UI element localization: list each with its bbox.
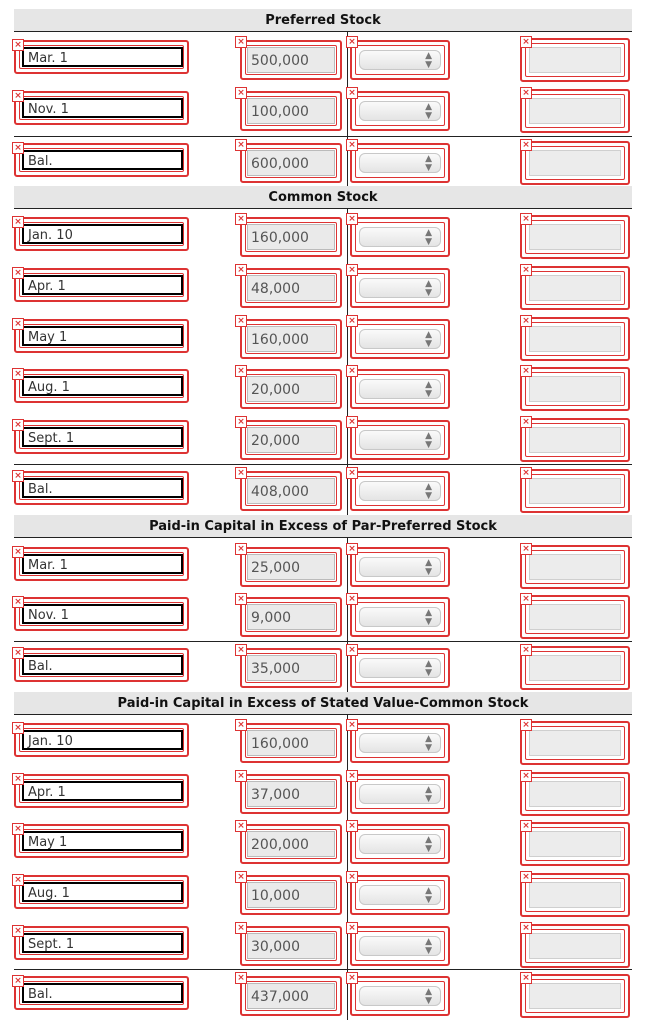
total-field[interactable] [520,469,630,513]
total-field[interactable] [520,215,630,259]
amount-field[interactable] [240,143,342,183]
date-label-text: Mar. 1 [22,47,183,67]
account-row [0,818,659,868]
date-label-text: Nov. 1 [22,604,183,624]
date-label-field[interactable] [14,268,189,302]
amount-field[interactable] [240,976,342,1016]
total-field[interactable] [520,266,630,310]
amount-field[interactable] [240,723,342,763]
x-error-icon: × [235,315,247,327]
amount-value: 200,000 [247,831,335,857]
account-row [0,211,659,261]
account-select[interactable] [350,40,450,80]
select-control[interactable] [359,784,441,804]
amount-value: 437,000 [247,983,335,1009]
total-field[interactable] [520,38,630,82]
section-header: Paid-in Capital in Excess of Par-Preferred Stock [14,515,632,538]
amount-value: 48,000 [247,275,335,301]
date-label-field[interactable] [14,40,189,74]
total-input[interactable] [529,376,621,402]
x-error-icon: × [12,823,24,835]
amount-field[interactable] [240,875,342,915]
amount-value: 600,000 [247,150,335,176]
account-select[interactable] [350,648,450,688]
date-label-text: Apr. 1 [22,781,183,801]
x-error-icon: × [346,770,358,782]
amount-value: 35,000 [247,655,335,681]
x-error-icon: × [346,543,358,555]
amount-value: 10,000 [247,882,335,908]
select-control[interactable] [359,986,441,1006]
x-error-icon: × [520,467,532,479]
amount-field[interactable] [240,774,342,814]
x-error-icon: × [235,264,247,276]
date-label-text: May 1 [22,326,183,346]
x-error-icon: × [346,467,358,479]
x-error-icon: × [520,972,532,984]
account-row [0,642,659,692]
account-row [0,414,659,464]
date-label-text: May 1 [22,831,183,851]
x-error-icon: × [520,719,532,731]
date-label-field[interactable] [14,217,189,251]
select-control[interactable] [359,481,441,501]
x-error-icon: × [12,39,24,51]
x-error-icon: × [235,972,247,984]
account-row [0,869,659,919]
account-row [0,363,659,413]
total-input[interactable] [529,604,621,630]
x-error-icon: × [12,419,24,431]
account-select[interactable] [350,471,450,511]
x-error-icon: × [12,596,24,608]
x-error-icon: × [520,922,532,934]
account-select[interactable] [350,926,450,966]
account-select[interactable] [350,268,450,308]
date-label-text: Apr. 1 [22,275,183,295]
updown-arrows-icon: ▲ ▼ [425,279,432,298]
total-input[interactable] [529,831,621,857]
date-label-field[interactable] [14,824,189,858]
account-row [0,465,659,515]
updown-arrows-icon: ▲ ▼ [425,734,432,753]
x-error-icon: × [346,644,358,656]
select-control[interactable] [359,329,441,349]
total-input[interactable] [529,150,621,176]
x-error-icon: × [520,36,532,48]
x-error-icon: × [520,213,532,225]
updown-arrows-icon: ▲ ▼ [425,987,432,1006]
x-error-icon: × [346,972,358,984]
x-error-icon: × [235,644,247,656]
x-error-icon: × [235,213,247,225]
x-error-icon: × [520,871,532,883]
total-field[interactable] [520,317,630,361]
amount-field[interactable] [240,824,342,864]
date-label-field[interactable] [14,976,189,1010]
x-error-icon: × [346,871,358,883]
updown-arrows-icon: ▲ ▼ [425,482,432,501]
select-control[interactable] [359,379,441,399]
total-input[interactable] [529,98,621,124]
amount-field[interactable] [240,648,342,688]
x-error-icon: × [520,644,532,656]
date-label-field[interactable] [14,369,189,403]
date-label-field[interactable] [14,91,189,125]
updown-arrows-icon: ▲ ▼ [425,380,432,399]
updown-arrows-icon: ▲ ▼ [425,835,432,854]
x-error-icon: × [235,593,247,605]
x-error-icon: × [12,267,24,279]
x-error-icon: × [346,719,358,731]
x-error-icon: × [235,543,247,555]
amount-value: 160,000 [247,224,335,250]
updown-arrows-icon: ▲ ▼ [425,228,432,247]
x-error-icon: × [235,365,247,377]
select-control[interactable] [359,50,441,70]
amount-value: 37,000 [247,781,335,807]
x-error-icon: × [520,543,532,555]
amount-value: 30,000 [247,933,335,959]
x-error-icon: × [235,922,247,934]
total-input[interactable] [529,47,621,73]
x-error-icon: × [346,365,358,377]
account-row [0,85,659,135]
total-input[interactable] [529,478,621,504]
amount-value: 408,000 [247,478,335,504]
total-field[interactable] [520,89,630,133]
select-control[interactable] [359,101,441,121]
total-field[interactable] [520,974,630,1018]
amount-value: 20,000 [247,427,335,453]
select-control[interactable] [359,936,441,956]
select-control[interactable] [359,607,441,627]
x-error-icon: × [235,139,247,151]
date-label-field[interactable] [14,774,189,808]
total-field[interactable] [520,822,630,866]
amount-field[interactable] [240,91,342,131]
account-row [0,541,659,591]
x-error-icon: × [346,213,358,225]
section-header: Common Stock [14,186,632,209]
date-label-field[interactable] [14,471,189,505]
x-error-icon: × [346,36,358,48]
amount-field[interactable] [240,319,342,359]
amount-field[interactable] [240,597,342,637]
account-row [0,970,659,1020]
updown-arrows-icon: ▲ ▼ [425,330,432,349]
account-select[interactable] [350,547,450,587]
amount-field[interactable] [240,471,342,511]
account-select[interactable] [350,723,450,763]
x-error-icon: × [235,719,247,731]
x-error-icon: × [12,546,24,558]
date-label-text: Sept. 1 [22,933,183,953]
total-input[interactable] [529,427,621,453]
total-field[interactable] [520,721,630,765]
x-error-icon: × [12,142,24,154]
date-label-text: Sept. 1 [22,427,183,447]
total-input[interactable] [529,655,621,681]
total-input[interactable] [529,730,621,756]
date-label-field[interactable] [14,319,189,353]
total-input[interactable] [529,554,621,580]
date-label-field[interactable] [14,926,189,960]
x-error-icon: × [235,770,247,782]
account-row [0,591,659,641]
select-control[interactable] [359,227,441,247]
account-row [0,262,659,312]
total-field[interactable] [520,873,630,917]
section-header: Preferred Stock [14,9,632,32]
updown-arrows-icon: ▲ ▼ [425,154,432,173]
x-error-icon: × [12,874,24,886]
select-control[interactable] [359,834,441,854]
x-error-icon: × [12,216,24,228]
account-select[interactable] [350,143,450,183]
select-control[interactable] [359,430,441,450]
date-label-text: Mar. 1 [22,554,183,574]
total-field[interactable] [520,367,630,411]
total-field[interactable] [520,545,630,589]
x-error-icon: × [235,416,247,428]
x-error-icon: × [235,871,247,883]
updown-arrows-icon: ▲ ▼ [425,431,432,450]
select-control[interactable] [359,885,441,905]
x-error-icon: × [346,139,358,151]
account-row [0,34,659,84]
date-label-text: Bal. [22,655,183,675]
x-error-icon: × [520,264,532,276]
account-select[interactable] [350,875,450,915]
amount-value: 160,000 [247,326,335,352]
total-input[interactable] [529,983,621,1009]
updown-arrows-icon: ▲ ▼ [425,558,432,577]
x-error-icon: × [520,770,532,782]
date-label-text: Nov. 1 [22,98,183,118]
x-error-icon: × [12,722,24,734]
x-error-icon: × [235,467,247,479]
total-input[interactable] [529,275,621,301]
x-error-icon: × [346,416,358,428]
account-select[interactable] [350,420,450,460]
date-label-field[interactable] [14,648,189,682]
updown-arrows-icon: ▲ ▼ [425,51,432,70]
account-select[interactable] [350,774,450,814]
account-select[interactable] [350,217,450,257]
account-row [0,768,659,818]
account-select[interactable] [350,91,450,131]
x-error-icon: × [520,315,532,327]
date-label-text: Bal. [22,478,183,498]
amount-value: 100,000 [247,98,335,124]
date-label-field[interactable] [14,143,189,177]
date-label-text: Jan. 10 [22,730,183,750]
total-field[interactable] [520,646,630,690]
x-error-icon: × [235,87,247,99]
amount-value: 9,000 [247,604,335,630]
date-label-field[interactable] [14,547,189,581]
date-label-field[interactable] [14,723,189,757]
total-field[interactable] [520,595,630,639]
date-label-field[interactable] [14,420,189,454]
updown-arrows-icon: ▲ ▼ [425,785,432,804]
x-error-icon: × [12,773,24,785]
amount-value: 500,000 [247,47,335,73]
account-select[interactable] [350,597,450,637]
x-error-icon: × [346,87,358,99]
x-error-icon: × [520,820,532,832]
date-label-text: Bal. [22,150,183,170]
x-error-icon: × [12,647,24,659]
amount-value: 25,000 [247,554,335,580]
x-error-icon: × [346,922,358,934]
account-select[interactable] [350,369,450,409]
total-field[interactable] [520,924,630,968]
total-input[interactable] [529,933,621,959]
account-row [0,717,659,767]
amount-field[interactable] [240,547,342,587]
total-input[interactable] [529,326,621,352]
total-input[interactable] [529,781,621,807]
select-control[interactable] [359,557,441,577]
amount-field[interactable] [240,926,342,966]
updown-arrows-icon: ▲ ▼ [425,659,432,678]
amount-value: 20,000 [247,376,335,402]
x-error-icon: × [520,593,532,605]
account-row [0,137,659,187]
x-error-icon: × [346,820,358,832]
total-input[interactable] [529,224,621,250]
amount-field[interactable] [240,420,342,460]
amount-field[interactable] [240,40,342,80]
x-error-icon: × [520,416,532,428]
date-label-text: Aug. 1 [22,376,183,396]
account-row [0,920,659,970]
x-error-icon: × [520,139,532,151]
date-label-field[interactable] [14,875,189,909]
date-label-text: Jan. 10 [22,224,183,244]
x-error-icon: × [346,264,358,276]
x-error-icon: × [12,925,24,937]
date-label-text: Bal. [22,983,183,1003]
updown-arrows-icon: ▲ ▼ [425,608,432,627]
x-error-icon: × [235,820,247,832]
select-control[interactable] [359,658,441,678]
updown-arrows-icon: ▲ ▼ [425,886,432,905]
x-error-icon: × [12,368,24,380]
total-input[interactable] [529,882,621,908]
x-error-icon: × [346,593,358,605]
x-error-icon: × [520,365,532,377]
x-error-icon: × [12,90,24,102]
x-error-icon: × [346,315,358,327]
amount-value: 160,000 [247,730,335,756]
x-error-icon: × [12,975,24,987]
updown-arrows-icon: ▲ ▼ [425,937,432,956]
select-control[interactable] [359,153,441,173]
date-label-field[interactable] [14,597,189,631]
amount-field[interactable] [240,217,342,257]
section-header: Paid-in Capital in Excess of Stated Value-Common Stock [14,692,632,715]
x-error-icon: × [235,36,247,48]
amount-field[interactable] [240,268,342,308]
total-field[interactable] [520,141,630,185]
x-error-icon: × [520,87,532,99]
total-field[interactable] [520,418,630,462]
account-select[interactable] [350,824,450,864]
select-control[interactable] [359,278,441,298]
account-row [0,313,659,363]
select-control[interactable] [359,733,441,753]
x-error-icon: × [12,318,24,330]
account-select[interactable] [350,976,450,1016]
account-select[interactable] [350,319,450,359]
x-error-icon: × [12,470,24,482]
amount-field[interactable] [240,369,342,409]
updown-arrows-icon: ▲ ▼ [425,102,432,121]
total-field[interactable] [520,772,630,816]
date-label-text: Aug. 1 [22,882,183,902]
